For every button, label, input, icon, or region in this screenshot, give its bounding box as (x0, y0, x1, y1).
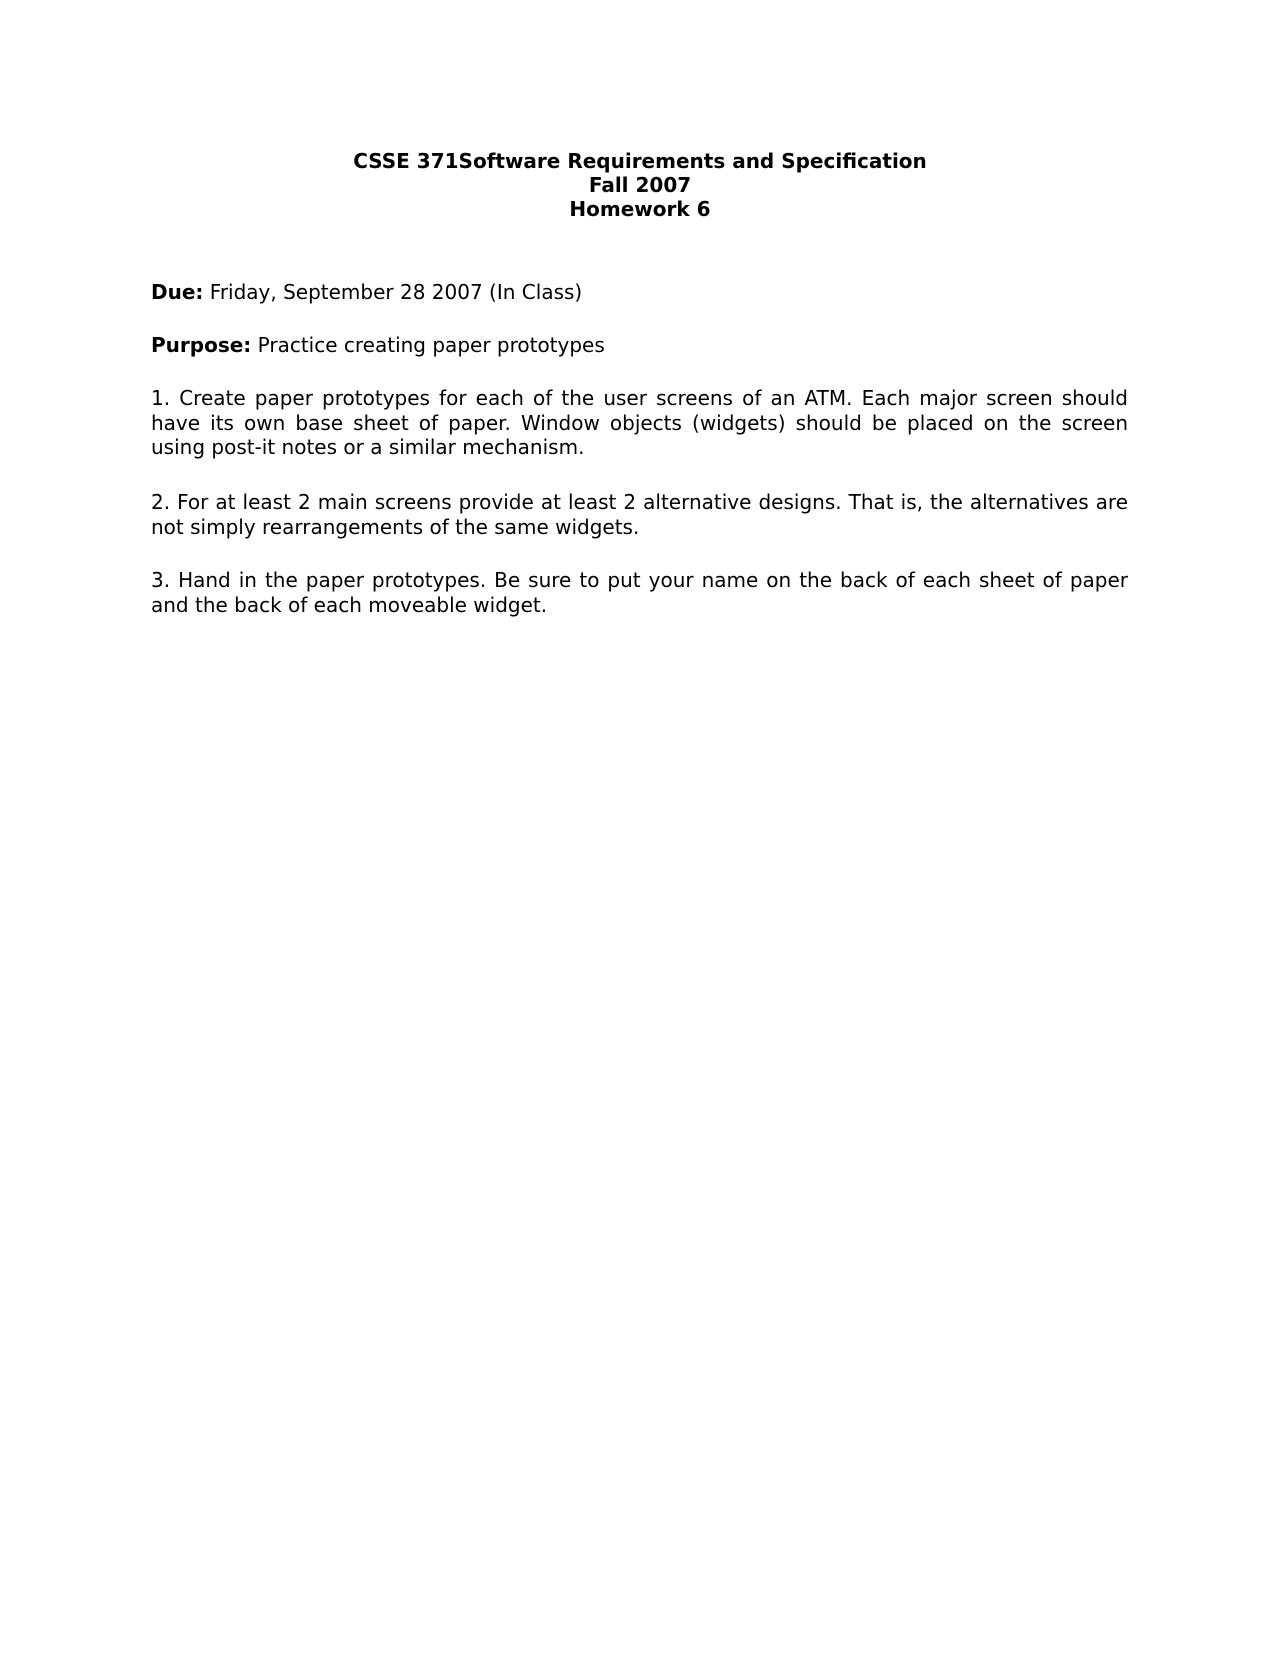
due-value: Friday, September 28 2007 (In Class) (203, 280, 583, 304)
purpose-line (151, 333, 1128, 358)
course-title: CSSE 371Software Requirements and Specification (353, 149, 927, 173)
due-label: Due: (151, 280, 204, 304)
document-header (0, 149, 1280, 221)
instruction-item-2: 2. For at least 2 main screens provide at least 2 alternative designs. That is, the alternatives are not simply rearrangements of the same widgets. (151, 490, 1128, 539)
term: Fall 2007 (588, 173, 692, 197)
due-line (151, 280, 1128, 305)
purpose-label: Purpose: (151, 333, 252, 357)
instruction-item-1: 1. Create paper prototypes for each of the user screens of an ATM. Each major screen should have its own base sheet of paper. Window objects (widgets) should be placed on the screen using post-it notes or a similar mechanism. (151, 386, 1128, 459)
assignment-title: Homework 6 (569, 197, 711, 221)
instruction-item-3: 3. Hand in the paper prototypes. Be sure to put your name on the back of each sheet of paper and the back of each moveable widget. (151, 568, 1128, 617)
purpose-value: Practice creating paper prototypes (251, 333, 605, 357)
